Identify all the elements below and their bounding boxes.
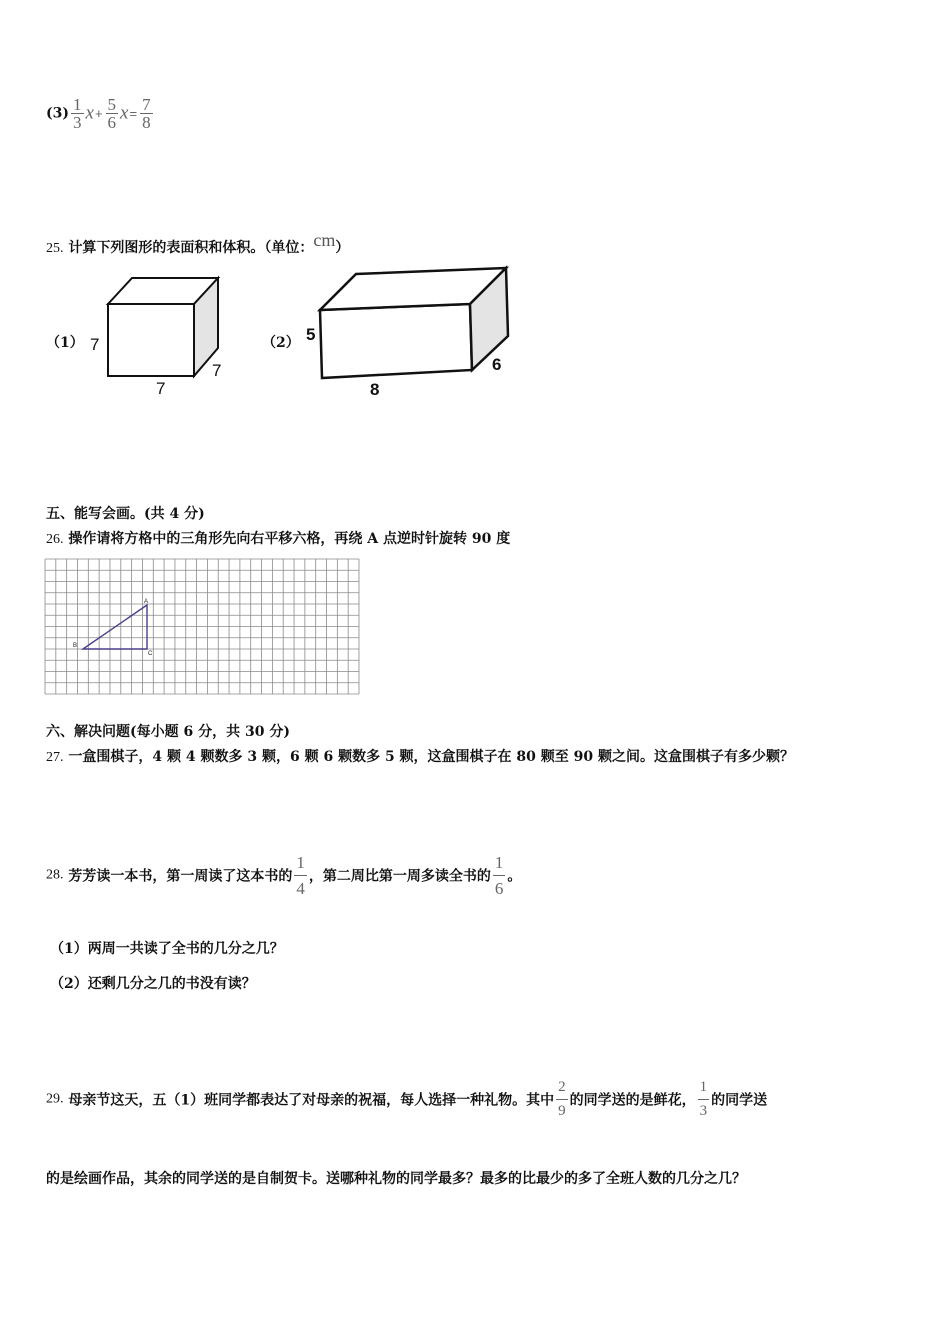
unit-cm: cm: [313, 230, 336, 250]
figure-1-label: （1）: [46, 335, 84, 351]
question-28-sub-2: （2）还剩几分之几的书没有读？: [50, 976, 256, 992]
cube-depth-label: 7: [212, 361, 222, 380]
point-b-label: B: [73, 643, 78, 649]
point-a-label: A: [144, 599, 149, 605]
question-text: 计算下列图形的表面积和体积。（单位：: [68, 240, 314, 256]
question-28: [46, 854, 521, 897]
fraction-one-third: $\frac{1}{3}$: [73, 95, 82, 132]
equation-3: [46, 96, 155, 131]
cube-height-label: 7: [90, 335, 100, 354]
section-5-title: 五、能写会画。(共 4 分): [46, 506, 205, 522]
question-text: 一盒围棋子，4 颗 4 颗数多 3 颗，6 颗 6 颗数多 5 颗，这盒围棋子在 80 颗至 90 颗之间。这盒围棋子有多少颗？: [68, 749, 795, 765]
question-text-part-1: 母亲节这天，五（1）班同学都表达了对母亲的祝福，每人选择一种礼物。其中: [68, 1092, 555, 1109]
fraction-one-sixth: $\frac{1}{6}$: [494, 853, 504, 898]
question-28-sub-1: （1）两周一共读了全书的几分之几？: [50, 941, 284, 957]
variable-x: x: [85, 102, 94, 124]
cube-length-label: 7: [156, 379, 166, 398]
cube-front-face: [108, 304, 194, 376]
square-grid: [44, 558, 360, 695]
fraction-one-quarter: $\frac{1}{4}$: [296, 853, 305, 898]
fraction-seven-eighths: $\frac{7}{8}$: [142, 95, 151, 132]
question-27: [46, 746, 794, 766]
cuboid-height-label: 5: [306, 325, 316, 344]
question-number: 27.: [46, 750, 64, 765]
section-6-title: 六、解决问题(每小题 6 分，共 30 分): [46, 724, 290, 740]
question-number: 25.: [46, 241, 64, 256]
question-number: 26.: [46, 532, 64, 547]
triangle-abc: [83, 605, 147, 649]
cube-figure: [80, 268, 240, 400]
figure-2-label: （2）: [262, 335, 300, 351]
fraction-one-third: $\frac{1}{3}$: [699, 1079, 708, 1119]
question-text-part-3: 的同学送: [711, 1092, 768, 1109]
cuboid-front-face: [320, 304, 472, 378]
question-25: 25. 计算下列图形的表面积和体积。（单位：cm）: [46, 230, 350, 256]
fraction-two-ninths: $\frac{2}{9}$: [558, 1079, 566, 1119]
equation-label: (3): [46, 105, 69, 122]
question-text-part-2: ，第二周比第一周多读全书的: [308, 868, 491, 885]
question-29: [46, 1080, 767, 1119]
cuboid-length-label: 8: [370, 380, 380, 399]
equals-sign: =: [129, 106, 138, 121]
question-26: [46, 528, 510, 548]
cuboid-figure: [298, 262, 528, 402]
question-number: 29.: [46, 1091, 64, 1107]
question-text-part-2: 的同学送的是鲜花，: [569, 1092, 696, 1109]
point-c-label: C: [148, 651, 153, 657]
question-text: 操作请将方格中的三角形先向右平移六格，再绕 A 点逆时针旋转 90 度: [68, 531, 511, 547]
grid-lines: [45, 559, 359, 694]
question-number: 28.: [46, 867, 64, 883]
plus-sign: +: [94, 106, 103, 121]
question-29-line-2: 的是绘画作品，其余的同学送的是自制贺卡。送哪种礼物的同学最多？最多的比最少的多了全班人数的几分之几？: [46, 1171, 746, 1187]
question-text-part-3: 。: [507, 868, 522, 885]
fraction-five-sixths: $\frac{5}{6}$: [107, 95, 117, 132]
variable-x: x: [120, 102, 129, 124]
question-text-part-1: 芳芳读一本书，第一周读了这本书的: [68, 868, 293, 885]
cuboid-depth-label: 6: [492, 355, 502, 374]
